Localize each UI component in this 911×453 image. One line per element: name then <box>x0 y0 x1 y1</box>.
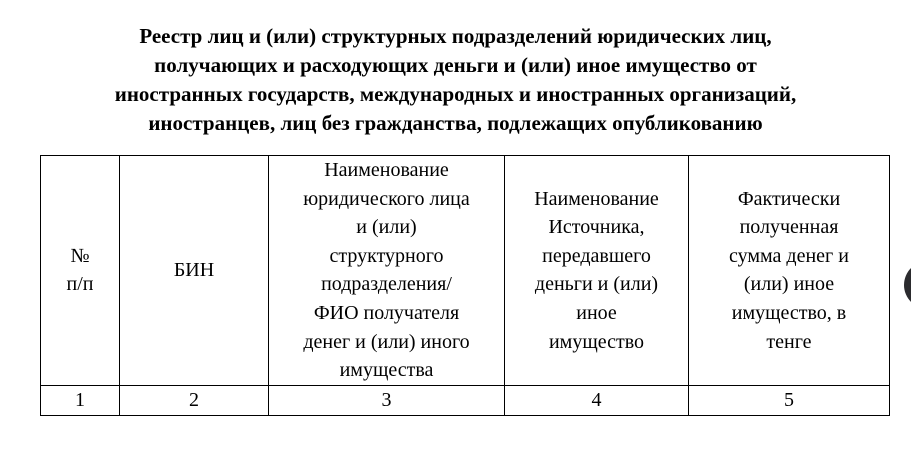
column-number-cell: 5 <box>689 385 890 415</box>
header-line: передавшего <box>542 244 651 267</box>
header-line: (или) иное <box>743 273 835 296</box>
header-line: Фактически <box>737 187 841 210</box>
header-line: тенге <box>766 330 812 353</box>
header-line: сумма денег и <box>729 244 849 267</box>
header-line: структурного <box>329 244 444 267</box>
header-line: деньги и (или) <box>534 273 659 296</box>
header-line: имущество <box>548 330 645 353</box>
title-line: Реестр лиц и (или) структурных подразделений юридических лиц, <box>139 24 772 48</box>
header-line: Наименование <box>324 159 449 181</box>
title-line: получающих и расходующих деньги и (или) иное имущество от <box>154 53 757 77</box>
page-title <box>30 22 881 138</box>
table-header-row <box>41 156 890 386</box>
header-line: юридического лица <box>303 187 470 210</box>
header-line: подразделения/ <box>321 273 452 296</box>
header-line: иное <box>576 301 617 324</box>
header-line: имущества <box>339 359 434 382</box>
header-line: БИН <box>173 259 215 282</box>
header-line: полученная <box>739 216 839 239</box>
header-line: имущество, в <box>731 301 847 324</box>
header-line: Наименование <box>534 187 659 210</box>
column-number-row <box>41 385 890 415</box>
title-line: иностранных государств, международных и иностранных организаций, <box>114 82 797 106</box>
column-number-cell: 1 <box>41 385 120 415</box>
header-cell-recipient-name <box>269 156 505 386</box>
header-line: и (или) <box>356 216 417 239</box>
header-line: № <box>70 244 90 267</box>
column-number-cell: 3 <box>269 385 505 415</box>
title-line: иностранцев, лиц без гражданства, подлежащих опубликованию <box>148 111 763 135</box>
header-cell-amount <box>689 156 890 386</box>
header-line: п/п <box>66 273 94 296</box>
column-number-cell: 4 <box>505 385 689 415</box>
header-line: Источника, <box>548 216 645 239</box>
header-cell-number <box>41 156 120 386</box>
header-cell-bin <box>120 156 269 386</box>
header-line: ФИО получателя <box>313 301 460 324</box>
header-line: денег и (или) иного <box>303 330 470 353</box>
column-number-cell: 2 <box>120 385 269 415</box>
header-cell-source-name <box>505 156 689 386</box>
registry-table <box>40 155 890 416</box>
floating-action-button[interactable] <box>904 261 911 309</box>
